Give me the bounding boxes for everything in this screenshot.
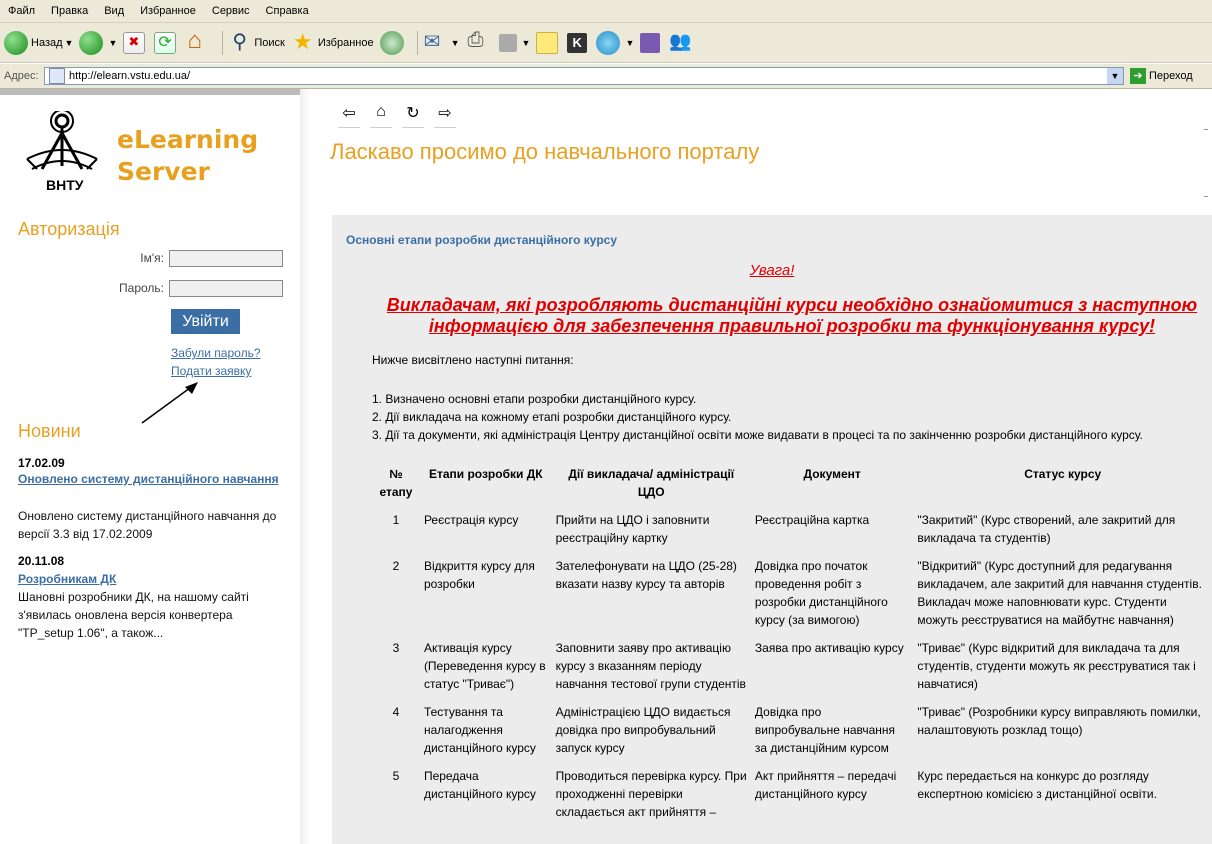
- research-button[interactable]: [640, 33, 663, 53]
- cell-stage: Реєстрація курсу: [423, 513, 519, 527]
- menu-favorites[interactable]: Избранное: [140, 5, 196, 17]
- back-icon: [4, 31, 28, 55]
- menu-view[interactable]: Вид: [104, 5, 125, 17]
- name-input[interactable]: [169, 250, 283, 267]
- forward-arrow-icon[interactable]: ⇨: [434, 103, 456, 128]
- address-bar: [0, 64, 1212, 89]
- cell-document: Акт прийняття – передачі дистанційного курсу: [754, 769, 897, 801]
- messenger-button[interactable]: [669, 31, 696, 55]
- edit-dropdown-icon[interactable]: ▼: [521, 37, 531, 48]
- back-label: Назад: [31, 36, 63, 49]
- refresh-icon[interactable]: ↻: [402, 103, 424, 128]
- news-date: 20.11.08: [18, 554, 65, 568]
- logo-line2: Server: [117, 157, 210, 186]
- research-icon: [640, 33, 660, 53]
- cell-document: Довідка про випробувальне навчання за дистанційним курсом: [754, 705, 896, 755]
- cell-status: "Відкритий" (Курс доступний для редагування викладачем, але закритий для навчання студентів. Викладач може наповнювати курс. Студенти можуть реєструватися на майбутнє навчання): [917, 559, 1202, 627]
- forgot-password-link[interactable]: Забули пароль?: [171, 346, 261, 360]
- cell-status: "Триває" (Розробники курсу виправляють помилки, налаштовують розклад тощо): [917, 705, 1201, 737]
- login-button[interactable]: Увійти: [171, 309, 240, 334]
- cell-document: Заява про активацію курсу: [754, 641, 904, 655]
- address-label: Адрес:: [4, 70, 39, 82]
- logo-line1: eLearning: [117, 125, 259, 154]
- stop-icon: [123, 32, 145, 54]
- attention-text: Увага!: [749, 262, 795, 279]
- history-button[interactable]: [380, 31, 407, 55]
- news-item-body: Шановні розробники ДК, на нашому сайті з'явилась оновлена версія конвертера "TP_setup 1.06", а також...: [18, 590, 249, 640]
- cell-number: 5: [392, 769, 400, 783]
- go-button[interactable]: [1130, 68, 1193, 84]
- menu-edit[interactable]: Правка: [51, 5, 89, 17]
- table-row: [372, 511, 1212, 557]
- news-title: Новини: [18, 421, 81, 441]
- header-stage-number: № етапу: [379, 467, 413, 499]
- cell-status: Курс передається на конкурс до розгляду експертною комісією з дистанційної освіти.: [917, 769, 1157, 801]
- cell-actions: Адміністрацією ЦДО видається довідка про випробувальний запуск курсу: [555, 705, 731, 755]
- table-row: [372, 767, 1212, 831]
- cell-status: "Закритий" (Курс створений, але закритий для викладача та студентів): [917, 513, 1176, 545]
- content-panel: [332, 215, 1212, 844]
- toolbar: [0, 23, 1212, 63]
- favorites-label: Избранное: [317, 36, 374, 49]
- search-label: Поиск: [254, 36, 285, 49]
- name-label: Ім'я:: [140, 251, 164, 265]
- divider-mark: [1204, 196, 1208, 197]
- note-icon: [536, 32, 558, 54]
- skype-icon: [596, 31, 620, 55]
- sidebar: [0, 89, 301, 844]
- address-dropdown-icon[interactable]: ▼: [1107, 68, 1123, 84]
- edit-button[interactable]: [499, 34, 531, 52]
- main-area: [310, 89, 1212, 844]
- k-icon: [567, 33, 587, 53]
- stages-table: [372, 463, 1212, 831]
- mail-button[interactable]: [422, 31, 460, 55]
- refresh-button[interactable]: [154, 32, 179, 54]
- password-input[interactable]: [169, 280, 283, 297]
- print-button[interactable]: [466, 31, 493, 55]
- back-button[interactable]: [4, 31, 73, 55]
- cell-actions: Прийти на ЦДО і заповнити реєстраційну картку: [555, 513, 710, 545]
- print-icon: [466, 31, 490, 55]
- topics-list: [372, 390, 1143, 444]
- cell-stage: Активація курсу (Переведення курсу в статус "Триває"): [423, 641, 546, 691]
- history-icon: [380, 31, 404, 55]
- page-title: Ласкаво просимо до навчального порталу: [330, 139, 760, 164]
- cell-number: 3: [392, 641, 400, 655]
- list-item: 3. Дії та документи, які адміністрація Центру дистанційної освіти може видавати в процесі та по закінченню розробки дистанційного курсу.: [372, 428, 1143, 442]
- news-date: 17.02.09: [18, 456, 65, 470]
- pointer-arrow-icon: [138, 379, 208, 427]
- cell-stage: Відкриття курсу для розробки: [423, 559, 535, 591]
- page-icon: [49, 68, 65, 84]
- skype-button[interactable]: [596, 31, 634, 55]
- table-header-row: [372, 463, 1212, 511]
- password-label: Пароль:: [119, 281, 164, 295]
- favorites-button[interactable]: [291, 31, 374, 55]
- skype-dropdown-icon[interactable]: ▼: [625, 37, 635, 48]
- header-actions: Дії викладача/ адміністрації ЦДО: [568, 467, 735, 499]
- messenger-icon: [669, 31, 693, 55]
- cell-document: Реєстраційна картка: [754, 513, 870, 527]
- home-icon: [185, 31, 209, 55]
- intro-text: Нижче висвітлено наступні питання:: [372, 353, 574, 367]
- menu-tools[interactable]: Сервис: [211, 5, 250, 17]
- divider-mark: [1204, 129, 1208, 130]
- list-item: 2. Дії викладача на кожному етапі розробки дистанційного курсу.: [372, 410, 732, 424]
- news-item-title[interactable]: Оновлено систему дистанційного навчання: [18, 472, 279, 486]
- forward-dropdown-icon[interactable]: ▼: [108, 37, 118, 48]
- cell-stage: Передача дистанційного курсу: [423, 769, 536, 801]
- home-button[interactable]: [185, 31, 212, 55]
- section-title: Основні етапи розробки дистанційного курсу: [346, 233, 617, 247]
- home-icon[interactable]: ⌂: [370, 103, 392, 128]
- note-button[interactable]: [536, 32, 561, 54]
- toolbar-separator: [417, 31, 418, 55]
- warning-text: Викладачам, які розробляють дистанційні курси необхідно ознайомитися з наступною інформацією для забезпечення правильної розробки та функціонування курсу!: [386, 295, 1198, 336]
- page-nav: [338, 103, 466, 128]
- star-icon: [291, 31, 315, 55]
- table-row: [372, 703, 1212, 767]
- header-stage: Етапи розробки ДК: [428, 467, 543, 481]
- menu-help[interactable]: Справка: [265, 5, 309, 17]
- table-row: [372, 639, 1212, 703]
- go-label: Переход: [1149, 70, 1193, 82]
- stop-button[interactable]: [123, 32, 148, 54]
- mail-icon: [422, 31, 446, 55]
- menu-file[interactable]: Файл: [8, 5, 36, 17]
- cell-number: 2: [392, 559, 400, 573]
- go-arrow-icon: ➔: [1130, 68, 1146, 84]
- header-status: Статус курсу: [1024, 467, 1102, 481]
- address-url: http://elearn.vstu.edu.ua/: [69, 70, 191, 82]
- logo-text: [117, 124, 258, 188]
- sidebar-divider: [300, 89, 310, 844]
- mail-dropdown-icon[interactable]: ▼: [450, 37, 460, 48]
- apply-link[interactable]: Подати заявку: [171, 364, 252, 378]
- toolbar-separator: [222, 31, 223, 55]
- k-button[interactable]: [567, 33, 590, 53]
- search-icon: [227, 31, 251, 55]
- refresh-icon: [154, 32, 176, 54]
- table-row: [372, 557, 1212, 639]
- auth-title: Авторизація: [18, 219, 120, 239]
- sidebar-top-bar: [0, 89, 300, 95]
- search-button[interactable]: [227, 31, 284, 55]
- cell-actions: Проводиться перевірка курсу. При проходженні перевірки складається акт прийняття –: [555, 769, 747, 819]
- edit-icon: [499, 34, 517, 52]
- header-document: Документ: [803, 467, 861, 481]
- forward-button[interactable]: [79, 31, 117, 55]
- cell-document: Довідка про початок проведення робіт з розробки дистанційного курсу (за вимогою): [754, 559, 888, 627]
- cell-stage: Тестування та налагодження дистанційного курсу: [423, 705, 536, 755]
- logo-caption: ВНТУ: [46, 177, 84, 193]
- cell-actions: Зателефонувати на ЦДО (25-28) вказати назву курсу та авторів: [555, 559, 737, 591]
- news-item-body: Оновлено систему дистанційного навчання до версії 3.3 від 17.02.2009: [18, 509, 277, 541]
- list-item: 1. Визначено основні етапи розробки дистанційного курсу.: [372, 392, 697, 406]
- news-item-title[interactable]: Розробникам ДК: [18, 572, 117, 586]
- cell-number: 4: [392, 705, 400, 719]
- address-input[interactable]: [44, 67, 1124, 85]
- menu-bar: [0, 0, 1212, 23]
- back-arrow-icon[interactable]: ⇦: [338, 103, 360, 128]
- cell-actions: Заповнити заяву про активацію курсу з вказанням періоду навчання тестової групи студентів: [555, 641, 746, 691]
- forward-icon: [79, 31, 103, 55]
- cell-number: 1: [392, 513, 400, 527]
- cell-status: "Триває" (Курс відкритий для викладача та для студентів, студенти можуть як реєструватися так і навчатися): [917, 641, 1196, 691]
- back-dropdown-icon[interactable]: ▼: [64, 37, 74, 48]
